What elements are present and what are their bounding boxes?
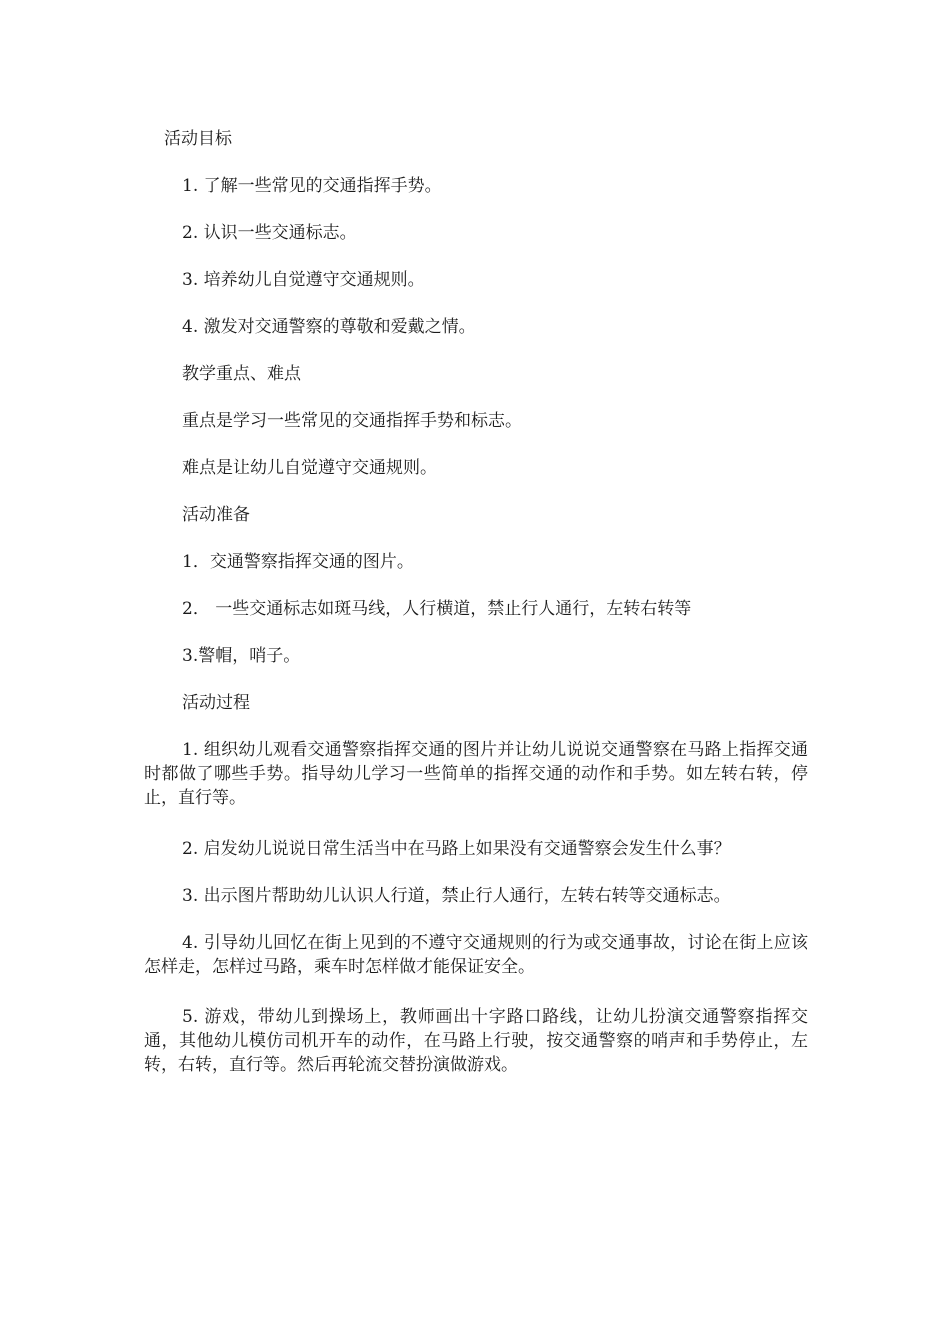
process-item-4: 4. 引导幼儿回忆在街上见到的不遵守交通规则的行为或交通事故，讨论在街上应该怎样走，怎样过马路，乘车时怎样做才能保证安全。 (144, 933, 808, 977)
focus-item-1: 重点是学习一些常见的交通指挥手势和标志。 (182, 411, 522, 431)
prep-item-1: 1．交通警察指挥交通的图片。 (182, 552, 414, 572)
goals-item-3: 3. 培养幼儿自觉遵守交通规则。 (182, 270, 425, 290)
focus-heading: 教学重点、难点 (182, 364, 301, 384)
prep-heading: 活动准备 (182, 505, 250, 525)
goals-item-4: 4. 激发对交通警察的尊敬和爱戴之情。 (182, 317, 476, 337)
process-item-1: 1. 组织幼儿观看交通警察指挥交通的图片并让幼儿说说交通警察在马路上指挥交通时都做了哪些手势。指导幼儿学习一些简单的指挥交通的动作和手势。如左转右转，停止，直行等。 (144, 740, 808, 808)
goals-item-2: 2. 认识一些交通标志。 (182, 223, 357, 243)
process-item-5: 5. 游戏，带幼儿到操场上，教师画出十字路口路线，让幼儿扮演交通警察指挥交通，其他幼儿模仿司机开车的动作，在马路上行驶，按交通警察的哨声和手势停止，左转，右转，直行等。然后再轮流交替扮演做游戏。 (144, 1007, 808, 1075)
prep-item-3: 3.警帽，哨子。 (182, 646, 301, 666)
goals-item-1: 1. 了解一些常见的交通指挥手势。 (182, 176, 442, 196)
goals-heading: 活动目标 (164, 129, 232, 149)
prep-item-2: 2． 一些交通标志如斑马线，人行横道，禁止行人通行，左转右转等 (182, 599, 692, 619)
process-item-3: 3. 出示图片帮助幼儿认识人行道，禁止行人通行，左转右转等交通标志。 (182, 886, 731, 906)
process-heading: 活动过程 (182, 693, 250, 713)
process-item-2: 2. 启发幼儿说说日常生活当中在马路上如果没有交通警察会发生什么事？ (182, 839, 731, 859)
focus-item-2: 难点是让幼儿自觉遵守交通规则。 (182, 458, 437, 478)
